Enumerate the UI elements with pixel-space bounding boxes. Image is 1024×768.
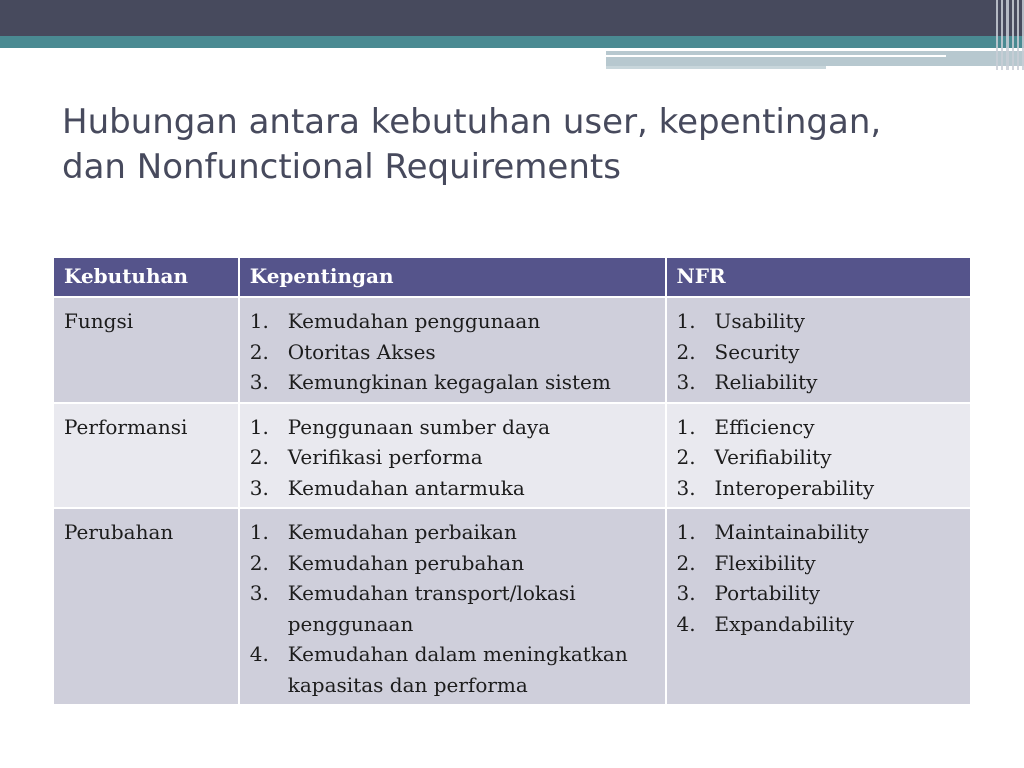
list-item: 1. Usability: [676, 309, 805, 333]
header-band-light: [606, 51, 1024, 66]
cell-kebutuhan: Performansi: [53, 403, 239, 509]
list-item: 1. Kemudahan perbaikan: [249, 520, 517, 544]
list-item: 2. Kemudahan perubahan: [249, 550, 525, 575]
list-item: 2. Verifikasi performa: [249, 445, 483, 469]
slide-title: [62, 100, 962, 190]
kepentingan-list: [250, 412, 655, 504]
cell-kepentingan: [239, 403, 666, 509]
header-kepentingan: Kepentingan: [239, 257, 666, 297]
header-accent-line: [606, 55, 946, 57]
list-item: 4. Expandability: [676, 611, 855, 636]
list-item: 3. Kemungkinan kegagalan sistem: [249, 370, 611, 394]
list-item: 4. Kemudahan dalam meningkatkan kapasitas dan performa: [249, 642, 628, 697]
nfr-list: [677, 306, 961, 398]
cell-kepentingan: [239, 508, 666, 705]
table-row-performansi: [53, 403, 971, 509]
list-item: 3. Kemudahan antarmuka: [249, 475, 525, 500]
list-item: 2. Verifiability: [676, 445, 832, 469]
list-item: 2. Otoritas Akses: [249, 339, 436, 364]
cell-kebutuhan: Fungsi: [53, 297, 239, 403]
cell-kepentingan: [239, 297, 666, 403]
header-band-teal: [0, 36, 1024, 48]
list-item: 2. Flexibility: [676, 550, 816, 575]
list-item: 3. Portability: [676, 581, 821, 605]
list-item: 1. Penggunaan sumber daya: [249, 414, 551, 439]
cell-nfr: [666, 403, 972, 509]
list-item: 3. Reliability: [676, 370, 818, 394]
list-item: 1. Maintainability: [676, 520, 869, 544]
header-nfr: NFR: [666, 257, 972, 297]
table-row-perubahan: [53, 508, 971, 705]
slide-title-line-1: Hubungan antara kebutuhan user, kepentingan,: [62, 102, 882, 142]
list-item: 1. Kemudahan penggunaan: [249, 309, 541, 333]
cell-nfr: [666, 297, 972, 403]
cell-nfr: [666, 508, 972, 705]
nfr-list: [677, 517, 961, 639]
header-kebutuhan: Kebutuhan: [53, 257, 239, 297]
header-stripes-decoration: [994, 0, 1024, 70]
table-row-fungsi: [53, 297, 971, 403]
list-item: 2. Security: [676, 339, 800, 364]
cell-kebutuhan: Perubahan: [53, 508, 239, 705]
list-item: 1. Efficiency: [676, 414, 815, 439]
slide-title-line-2: dan Nonfunctional Requirements: [62, 147, 621, 187]
header-accent-line-lower: [606, 66, 826, 69]
table-header-row: [53, 257, 971, 297]
list-item: 3. Interoperability: [676, 475, 875, 500]
header-band-dark: [0, 0, 1024, 36]
nfr-list: [677, 412, 961, 504]
kepentingan-list: [250, 306, 655, 398]
list-item: 3. Kemudahan transport/lokasi penggunaan: [249, 581, 576, 636]
nfr-table: [52, 256, 972, 706]
kepentingan-list: [250, 517, 655, 700]
